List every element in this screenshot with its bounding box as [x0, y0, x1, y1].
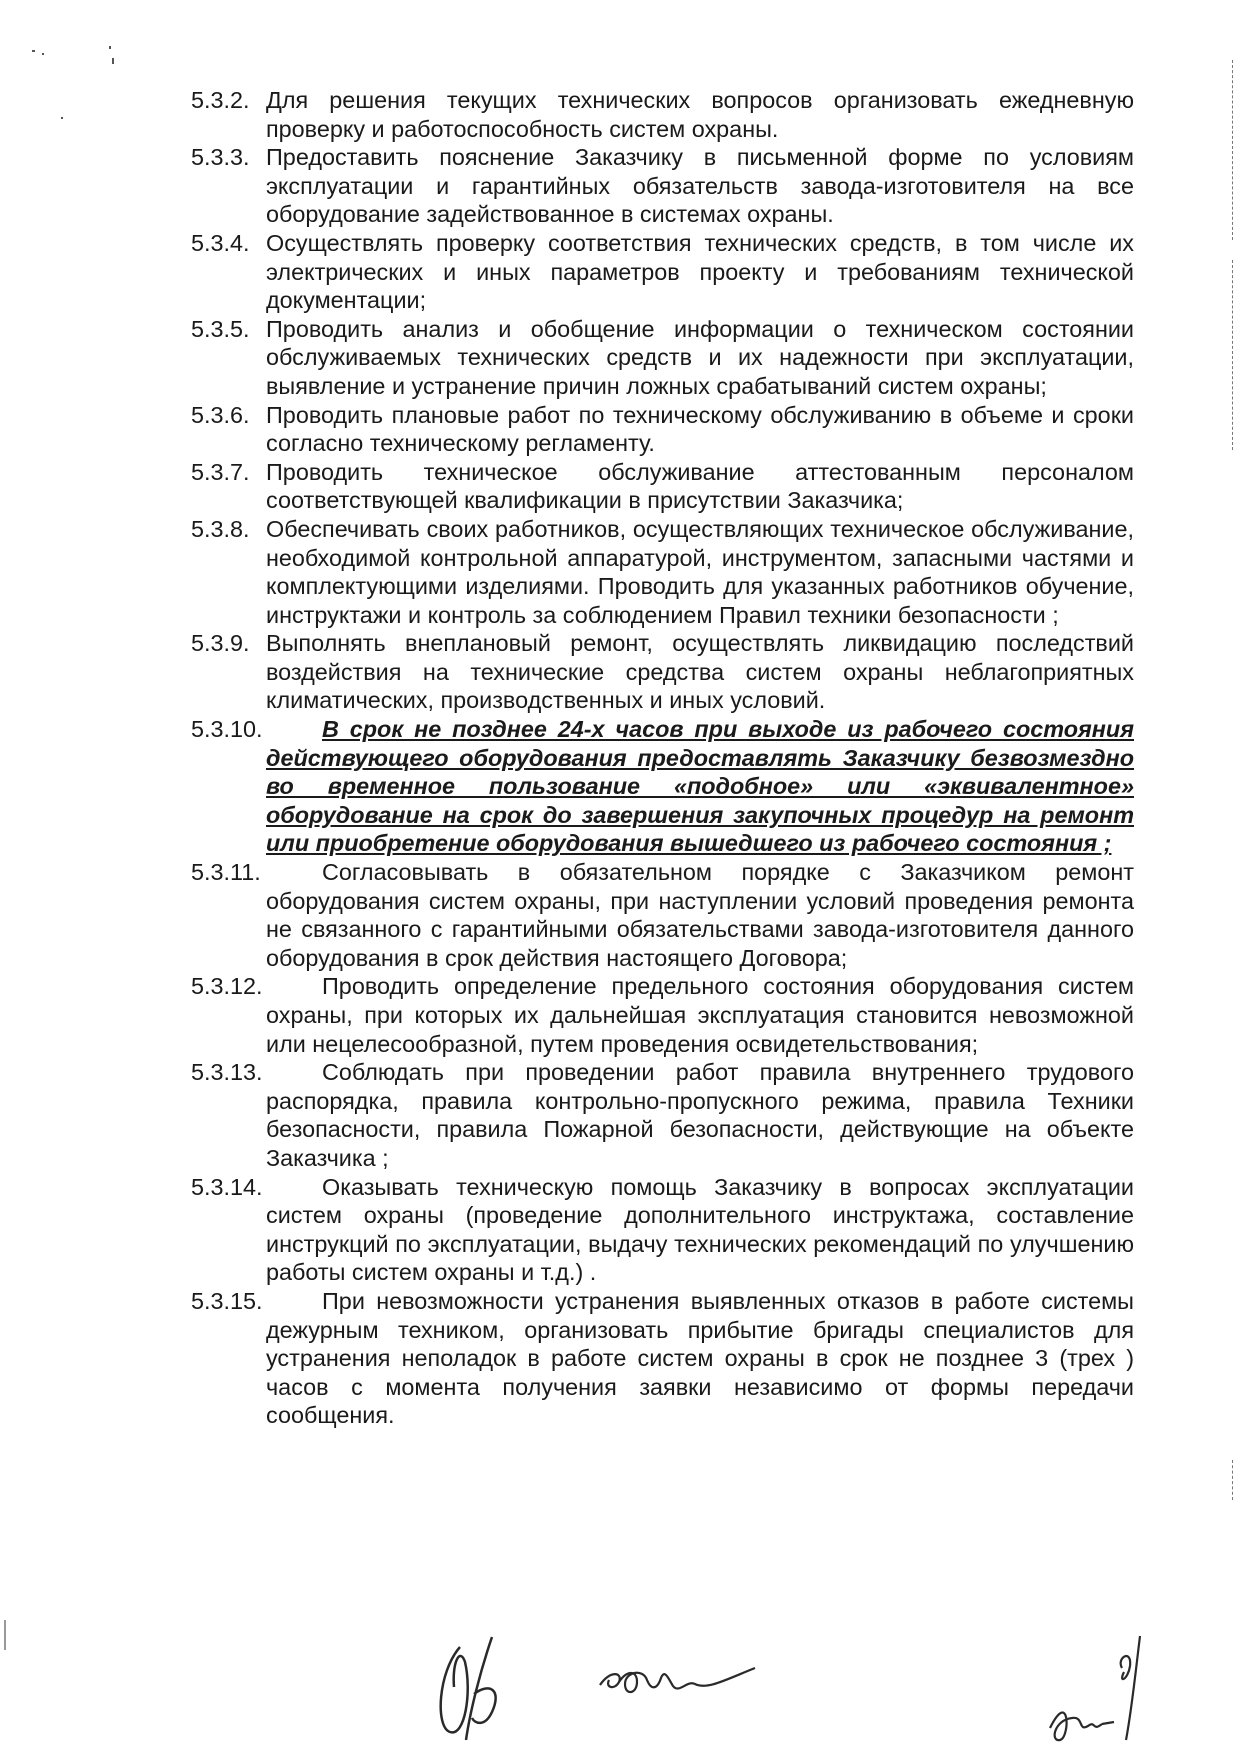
- clause-number: 5.3.11.: [191, 859, 261, 886]
- scan-speck: [109, 46, 111, 49]
- clause-text: Соблюдать при проведении работ правила внутреннего трудового распорядка, правила контрольно-пропускного режима, правила Техники безопасности, правила Пожарной безопасности, действующие на объекте Заказчика ;: [266, 1059, 1134, 1171]
- clause-5-3-15: [191, 1287, 1134, 1430]
- clause-number: 5.3.5.: [191, 315, 250, 342]
- clause-number: 5.3.6.: [191, 401, 250, 428]
- handwritten-initials-left: [430, 1632, 510, 1747]
- clause-5-3-4: [191, 229, 1134, 315]
- clause-text: Обеспечивать своих работников, осуществляющих техническое обслуживание, необходимой контрольной аппаратурой, инструментом, запасными частями и комплектующими изделиями. Проводить для указанных работников обучение, инструктажи и контроль за соблюдением Правил техники безопасности ;: [266, 515, 1134, 628]
- clause-5-3-10: [191, 715, 1134, 858]
- clause-5-3-8: [191, 515, 1134, 629]
- clause-text-highlighted: В срок не позднее 24-х часов при выходе из рабочего состояния действующего оборудования предоставлять Заказчику безвозмездно во временное пользование «подобное» или «эквивалентное» оборудование на срок до завершения закупочных процедур на ремонт или приобретение оборудования вышедшего из рабочего состояния ;: [266, 716, 1134, 857]
- clause-5-3-3: [191, 143, 1134, 229]
- scan-speck: [32, 50, 35, 52]
- clause-text: Выполнять внеплановый ремонт, осуществлять ликвидацию последствий воздействия на технические средства систем охраны неблагоприятных климатических, производственных и иных условий.: [266, 630, 1134, 714]
- clause-text: Согласовывать в обязательном порядке с Заказчиком ремонт оборудования систем охраны, при наступлении условий проведения ремонта не связанного с гарантийными обязательствами завода-изготовителя данного оборудования в срок действия настоящего Договора;: [266, 859, 1134, 971]
- scan-speck: [4, 1620, 6, 1650]
- clause-5-3-7: [191, 458, 1134, 515]
- clause-number: 5.3.7.: [191, 458, 250, 485]
- handwritten-signature-right: [1040, 1628, 1160, 1748]
- clause-5-3-9: [191, 629, 1134, 715]
- clause-number: 5.3.10.: [191, 716, 263, 743]
- clause-number: 5.3.15.: [191, 1287, 263, 1314]
- scan-edge-line: [1232, 1460, 1234, 1500]
- clause-number: 5.3.9.: [191, 630, 250, 657]
- clause-5-3-12: [191, 972, 1134, 1058]
- scan-edge-line: [1232, 260, 1234, 450]
- handwritten-signature-center: [595, 1650, 765, 1710]
- clause-text: Проводить определение предельного состояния оборудования систем охраны, при которых их дальнейшая эксплуатация становится невозможной или нецелесообразной, путем проведения освидетельствования;: [266, 973, 1134, 1057]
- clause-text: Осуществлять проверку соответствия технических средств, в том числе их электрических и иных параметров проекту и требованиям технической документации;: [266, 229, 1134, 314]
- scan-speck: [42, 53, 44, 55]
- clause-text: При невозможности устранения выявленных отказов в работе системы дежурным техником, организовать прибытие бригады специалистов для устранения неполадок в работе систем охраны в срок не позднее 3 (трех ) часов с момента получения заявки независимо от формы передачи сообщения.: [266, 1287, 1134, 1429]
- clause-number: 5.3.3.: [191, 144, 250, 171]
- clause-text: Оказывать техническую помощь Заказчику в вопросах эксплуатации систем охраны (проведение дополнительного инструктажа, составление инструкций по эксплуатации, выдачу технических рекомендаций по улучшению работы систем охраны и т.д.) .: [266, 1173, 1134, 1286]
- clause-5-3-14: [191, 1173, 1134, 1287]
- scan-edge-line: [1232, 60, 1234, 240]
- clause-5-3-6: [191, 401, 1134, 458]
- clause-5-3-11: [191, 858, 1134, 972]
- clause-text: Проводить плановые работ по техническому обслуживанию в объеме и сроки согласно техническому регламенту.: [266, 401, 1134, 457]
- clause-number: 5.3.2.: [191, 87, 250, 113]
- clause-number: 5.3.13.: [191, 1059, 263, 1086]
- clause-number: 5.3.8.: [191, 515, 250, 542]
- clause-text: Проводить анализ и обобщение информации о техническом состоянии обслуживаемых технических средств и их надежности при эксплуатации, выявление и устранение причин ложных срабатываний систем охраны;: [266, 315, 1134, 399]
- clause-number: 5.3.14.: [191, 1173, 263, 1200]
- clause-5-3-5: [191, 315, 1134, 401]
- clause-number: 5.3.12.: [191, 973, 263, 1000]
- clause-text: Предоставить пояснение Заказчику в письменной форме по условиям эксплуатации и гарантийных обязательств завода-изготовителя на все оборудование задействованное в системах охраны.: [266, 144, 1134, 228]
- clause-list: [191, 86, 1134, 1430]
- clause-text: Для решения текущих технических вопросов организовать ежедневную проверку и работоспособность систем охраны.: [266, 87, 1134, 142]
- clause-number: 5.3.4.: [191, 229, 250, 256]
- scan-speck: [112, 58, 114, 64]
- scan-speck: [61, 117, 63, 119]
- clause-5-3-13: [191, 1058, 1134, 1172]
- clause-text: Проводить техническое обслуживание аттестованным персоналом соответствующей квалификации в присутствии Заказчика;: [266, 458, 1134, 514]
- clause-5-3-2: [191, 86, 1134, 143]
